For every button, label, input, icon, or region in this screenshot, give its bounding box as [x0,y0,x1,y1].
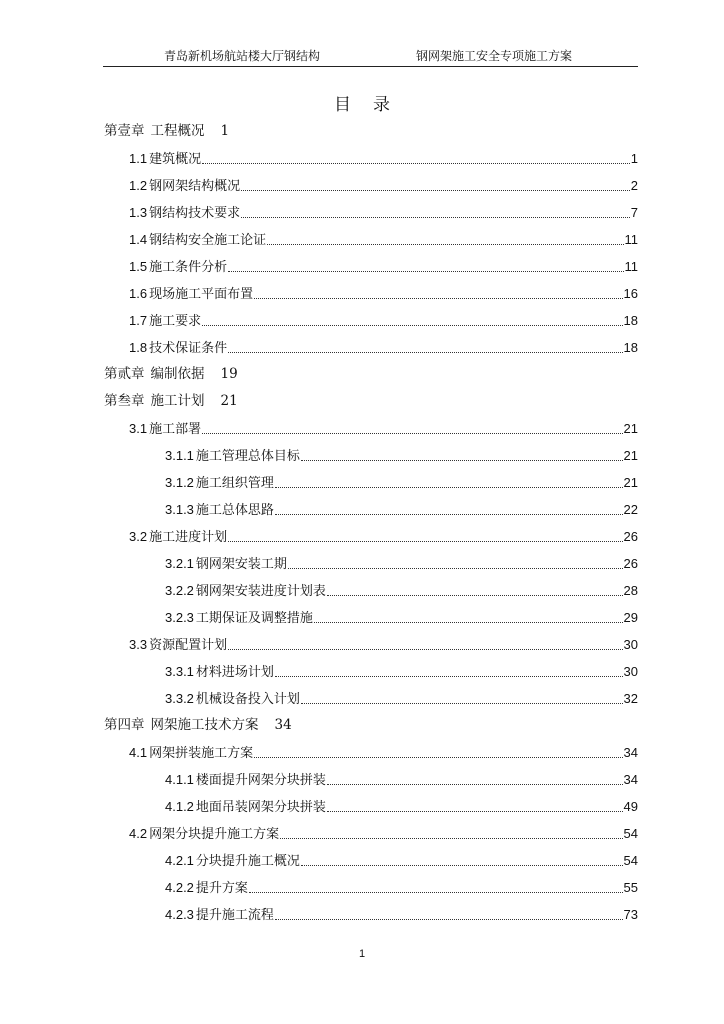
toc-entry-title: 钢结构安全施工论证 [149,233,267,248]
toc-entry-title: 楼面提升网架分块拼装 [195,773,326,788]
toc-entry-page: 29 [623,610,638,625]
toc-dot-leader [228,649,622,650]
toc-entry-page: 26 [623,529,638,544]
toc-entry-title: 提升方案 [195,881,248,896]
toc-entry-page: 21 [623,421,638,436]
toc-entry[interactable] [129,307,638,334]
toc-entry-number: 4.2.3 [165,907,194,922]
toc-entry-title: 钢结构技术要求 [149,206,241,221]
toc-entry[interactable] [129,334,638,361]
toc-entry-number: 3.1.3 [165,502,194,517]
toc-dot-leader [249,892,623,893]
toc-entry[interactable] [165,442,638,469]
toc-dot-leader [314,622,623,623]
toc-chapter-page: 21 [220,393,238,409]
toc-entry-number: 1.2 [129,178,148,193]
toc-chapter-number: 第壹章 [104,123,145,139]
toc-entry-title: 技术保证条件 [149,341,228,356]
toc-entry-number: 3.3.1 [165,664,194,679]
toc-entry-page: 18 [623,340,638,355]
toc-entry-title: 资源配置计划 [149,638,228,653]
toc-entry-title: 现场施工平面布置 [149,287,254,302]
page-number: 1 [358,948,366,960]
toc-entry-page: 30 [623,664,638,679]
toc-entry[interactable] [129,280,638,307]
toc-entry-title: 钢网架安装进度计划表 [195,584,326,599]
toc-entry-title: 地面吊装网架分块拼装 [195,800,326,815]
toc-entry-title: 施工组织管理 [195,476,274,491]
toc-entry-page: 18 [623,313,638,328]
toc-dot-leader [301,865,623,866]
header-divider [103,66,638,67]
toc-dot-leader [254,757,622,758]
toc-entry-page: 30 [623,637,638,652]
toc-dot-leader [228,271,623,272]
toc-chapter[interactable] [104,712,292,739]
toc-dot-leader [301,460,623,461]
toc-dot-leader [202,433,622,434]
toc-entry-title: 网架分块提升施工方案 [149,827,280,842]
toc-entry-number: 3.2.2 [165,583,194,598]
toc-entry-title: 提升施工流程 [195,908,274,923]
toc-entry[interactable] [165,874,638,901]
toc-chapter-number: 第贰章 [104,366,145,382]
toc-entry-page: 73 [623,907,638,922]
toc-entry-number: 1.1 [129,151,148,166]
toc-dot-leader [301,703,623,704]
toc-entry-number: 3.2.1 [165,556,194,571]
toc-entry[interactable] [129,172,638,199]
toc-chapter-page: 1 [220,123,230,139]
toc-dot-leader [275,919,623,920]
toc-dot-leader [228,541,622,542]
toc-entry-number: 3.1.2 [165,475,194,490]
toc-chapter-title: 工程概况 [150,123,205,139]
toc-entry-number: 3.1.1 [165,448,194,463]
toc-chapter[interactable] [104,361,238,388]
toc-entry-page: 54 [623,826,638,841]
toc-entry-title: 钢网架结构概况 [149,179,241,194]
toc-entry-title: 施工管理总体目标 [195,449,300,464]
toc-entry-number: 4.1.2 [165,799,194,814]
toc-dot-leader [288,568,623,569]
toc-entry[interactable] [165,847,638,874]
toc-entry-page: 49 [623,799,638,814]
toc-dot-leader [275,514,623,515]
toc-chapter-page: 19 [220,366,238,382]
toc-entry-number: 4.2.1 [165,853,194,868]
toc-entry-number: 4.1.1 [165,772,194,787]
toc-dot-leader [202,163,630,164]
toc-entry-page: 11 [624,259,638,274]
toc-entry-number: 1.4 [129,232,148,247]
toc-title: 目录 [334,95,412,115]
toc-chapter-title: 网架施工技术方案 [150,717,259,733]
toc-entry-page: 54 [623,853,638,868]
toc-entry-number: 1.7 [129,313,148,328]
toc-entry[interactable] [165,766,638,793]
toc-entry[interactable] [129,253,638,280]
toc-entry-title: 分块提升施工概况 [195,854,300,869]
toc-entry-number: 3.2 [129,529,148,544]
toc-dot-leader [241,190,630,191]
toc-dot-leader [327,784,623,785]
toc-entry-title: 工期保证及调整措施 [195,611,313,626]
toc-entry-number: 1.8 [129,340,148,355]
toc-entry-title: 施工条件分析 [149,260,228,275]
toc-entry-page: 21 [623,448,638,463]
toc-entry-page: 2 [630,178,638,193]
toc-entry[interactable] [129,631,638,658]
toc-entry-title: 钢网架安装工期 [195,557,287,572]
toc-chapter[interactable] [104,388,238,415]
toc-entry[interactable] [165,577,638,604]
toc-dot-leader [267,244,623,245]
toc-entry-number: 1.3 [129,205,148,220]
toc-entry-number: 1.5 [129,259,148,274]
toc-entry-page: 26 [623,556,638,571]
toc-dot-leader [228,352,622,353]
header-document-name: 钢网架施工安全专项施工方案 [416,49,573,63]
toc-entry-page: 11 [624,232,638,247]
toc-chapter-number: 第四章 [104,717,145,733]
toc-entry-page: 55 [623,880,638,895]
toc-entry[interactable] [165,550,638,577]
toc-dot-leader [241,217,630,218]
toc-entry[interactable] [165,793,638,820]
toc-dot-leader [275,676,623,677]
toc-entry-page: 21 [623,475,638,490]
toc-dot-leader [327,811,623,812]
toc-entry-page: 34 [623,772,638,787]
toc-dot-leader [254,298,622,299]
toc-entry-page: 32 [623,691,638,706]
toc-chapter-page: 34 [274,717,292,733]
toc-entry-title: 施工总体思路 [195,503,274,518]
toc-entry-number: 4.1 [129,745,148,760]
toc-entry[interactable] [129,415,638,442]
toc-entry-title: 机械设备投入计划 [195,692,300,707]
toc-chapter-title: 编制依据 [150,366,205,382]
toc-entry-number: 4.2 [129,826,148,841]
toc-dot-leader [275,487,623,488]
toc-entry-number: 3.2.3 [165,610,194,625]
toc-entry-title: 建筑概况 [149,152,202,167]
toc-entry[interactable] [129,226,638,253]
toc-entry[interactable] [165,604,638,631]
toc-entry[interactable] [129,820,638,847]
toc-dot-leader [327,595,623,596]
header-project-name: 青岛新机场航站楼大厅钢结构 [164,49,321,63]
toc-entry-title: 施工进度计划 [149,530,228,545]
toc-entry-page: 34 [623,745,638,760]
toc-entry-page: 1 [630,151,638,166]
toc-entry-title: 材料进场计划 [195,665,274,680]
toc-entry-title: 施工部署 [149,422,202,437]
toc-entry-page: 22 [623,502,638,517]
toc-dot-leader [280,838,622,839]
toc-entry-number: 3.1 [129,421,148,436]
toc-entry[interactable] [165,496,638,523]
toc-entry[interactable] [129,145,638,172]
toc-chapter-number: 第叁章 [104,393,145,409]
toc-entry[interactable] [165,685,638,712]
toc-entry-page: 7 [630,205,638,220]
toc-entry-title: 施工要求 [149,314,202,329]
toc-entry[interactable] [165,658,638,685]
toc-dot-leader [202,325,622,326]
toc-entry-page: 16 [623,286,638,301]
toc-entry-number: 1.6 [129,286,148,301]
toc-chapter-title: 施工计划 [150,393,205,409]
toc-entry-number: 3.3 [129,637,148,652]
toc-entry-page: 28 [623,583,638,598]
toc-entry[interactable] [129,199,638,226]
toc-entry-title: 网架拼装施工方案 [149,746,254,761]
toc-entry-number: 4.2.2 [165,880,194,895]
toc-entry[interactable] [165,469,638,496]
toc-chapter[interactable] [104,118,229,145]
toc-entry-number: 3.3.2 [165,691,194,706]
toc-entry[interactable] [129,523,638,550]
toc-entry[interactable] [129,739,638,766]
toc-entry[interactable] [165,901,638,928]
